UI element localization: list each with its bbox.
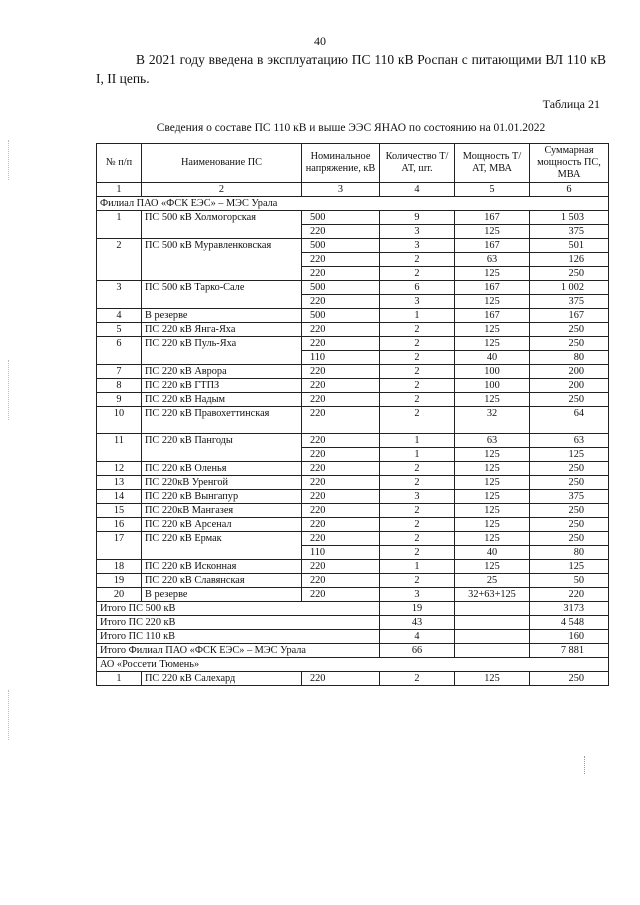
table-cell: 2 <box>380 253 455 267</box>
table-cell: ПС 220 кВ Пуль-Яха <box>142 337 302 365</box>
total-row <box>97 630 609 644</box>
table-cell: ПС 220 кВ Надым <box>142 393 302 407</box>
table-cell: 40 <box>455 351 530 365</box>
table-cell: 2 <box>97 239 142 281</box>
section-title: Филиал ПАО «ФСК ЕЭС» – МЭС Урала <box>97 197 609 211</box>
table-cell: 220 <box>302 518 380 532</box>
table-row <box>97 462 609 476</box>
table-cell: 125 <box>455 393 530 407</box>
table-cell: 220 <box>302 532 380 546</box>
table-cell: 220 <box>302 323 380 337</box>
table-cell: 125 <box>455 323 530 337</box>
total-row <box>97 616 609 630</box>
table-row <box>97 504 609 518</box>
table-cell: 167 <box>455 239 530 253</box>
table-cell: ПС 220кВ Мангазея <box>142 504 302 518</box>
table-cell: 3 <box>380 295 455 309</box>
table-row <box>97 560 609 574</box>
table-cell: 7 <box>97 365 142 379</box>
table-cell: 2 <box>380 546 455 560</box>
total-row <box>97 644 609 658</box>
table-cell: 110 <box>302 351 380 365</box>
total-label: Итого ПС 110 кВ <box>97 630 380 644</box>
table-cell: 1 <box>380 448 455 462</box>
table-cell: 15 <box>97 504 142 518</box>
row-voltage: 500 <box>302 211 380 225</box>
table-cell: 125 <box>455 462 530 476</box>
table-cell: 10 <box>97 407 142 434</box>
table-cell: 100 <box>455 365 530 379</box>
total-sum: 4 548 <box>530 616 609 630</box>
table-cell: 500 <box>302 309 380 323</box>
total-sum: 160 <box>530 630 609 644</box>
table-cell: 40 <box>455 546 530 560</box>
table-cell: 3 <box>380 588 455 602</box>
table-cell: 250 <box>530 323 609 337</box>
table-row <box>97 434 609 448</box>
table-cell: 220 <box>302 434 380 448</box>
table-cell: 250 <box>530 267 609 281</box>
colnum-6: 6 <box>530 183 609 197</box>
table-cell: 63 <box>530 434 609 448</box>
table-cell: 375 <box>530 225 609 239</box>
table-cell: 220 <box>302 337 380 351</box>
table-row <box>97 379 609 393</box>
table-cell: 18 <box>97 560 142 574</box>
colnum-4: 4 <box>380 183 455 197</box>
table-cell: 63 <box>455 253 530 267</box>
table-cell: 250 <box>530 504 609 518</box>
table-cell: 80 <box>530 546 609 560</box>
table-cell: 220 <box>302 365 380 379</box>
table-row <box>97 393 609 407</box>
table-cell: 2 <box>380 337 455 351</box>
section-row <box>97 658 609 672</box>
table-number: Таблица 21 <box>542 97 600 111</box>
table-cell: 64 <box>530 407 609 434</box>
table-cell: 2 <box>380 518 455 532</box>
table-cell: 200 <box>530 365 609 379</box>
table-cell: 125 <box>530 560 609 574</box>
table-cell: В резерве <box>142 309 302 323</box>
table-cell: 125 <box>530 448 609 462</box>
table-row <box>97 532 609 546</box>
row-power: 125 <box>455 672 530 686</box>
table-cell: 19 <box>97 574 142 588</box>
table-cell: 220 <box>302 476 380 490</box>
table-cell: 2 <box>380 379 455 393</box>
table-cell: 14 <box>97 490 142 504</box>
table-cell: 125 <box>455 225 530 239</box>
table-cell: ПС 220 кВ Аврора <box>142 365 302 379</box>
table-cell: 9 <box>97 393 142 407</box>
table-cell: 220 <box>302 407 380 434</box>
column-numbers-row <box>97 183 609 197</box>
table-row <box>97 239 609 253</box>
table-cell: ПС 220 кВ Пангоды <box>142 434 302 462</box>
table-cell: 3 <box>380 225 455 239</box>
table-cell: 125 <box>455 532 530 546</box>
table-cell: 11 <box>97 434 142 462</box>
colnum-1: 1 <box>97 183 142 197</box>
table-cell: 1 <box>380 309 455 323</box>
total-label: Итого Филиал ПАО «ФСК ЕЭС» – МЭС Урала <box>97 644 380 658</box>
table-cell: 220 <box>302 379 380 393</box>
table-cell: 125 <box>455 448 530 462</box>
table-cell: 6 <box>97 337 142 365</box>
row-voltage: 220 <box>302 672 380 686</box>
table-cell: 1 002 <box>530 281 609 295</box>
table-cell: ПС 220 кВ Славянская <box>142 574 302 588</box>
row-total: 250 <box>530 672 609 686</box>
intro-paragraph: В 2021 году введена в эксплуатацию ПС 110 кВ Роспан с питающими ВЛ 110 кВ I, II цепь. <box>96 52 606 86</box>
table-cell: 220 <box>302 504 380 518</box>
table-cell: 125 <box>455 518 530 532</box>
total-sum: 3173 <box>530 602 609 616</box>
table-cell: 2 <box>380 393 455 407</box>
colnum-3: 3 <box>302 183 380 197</box>
table-cell: 126 <box>530 253 609 267</box>
table-row <box>97 337 609 351</box>
colnum-5: 5 <box>455 183 530 197</box>
table-cell: ПС 220кВ Уренгой <box>142 476 302 490</box>
table-cell: 125 <box>455 267 530 281</box>
table-cell: ПС 220 кВ Оленья <box>142 462 302 476</box>
substations-table <box>96 143 609 686</box>
table-cell: ПС 220 кВ Арсенал <box>142 518 302 532</box>
row-count: 2 <box>380 672 455 686</box>
total-label: Итого ПС 220 кВ <box>97 616 380 630</box>
table-cell: 80 <box>530 351 609 365</box>
table-cell: 63 <box>455 434 530 448</box>
table-cell: 375 <box>530 490 609 504</box>
table-cell: ПС 220 кВ Вынгапур <box>142 490 302 504</box>
table-row <box>97 323 609 337</box>
table-row <box>97 211 609 225</box>
table-row <box>97 365 609 379</box>
table-cell: 167 <box>455 309 530 323</box>
table-cell: 220 <box>302 267 380 281</box>
table-cell <box>455 616 530 630</box>
table-cell: 375 <box>530 295 609 309</box>
row-count: 9 <box>380 211 455 225</box>
table-row <box>97 476 609 490</box>
right-margin-mark <box>584 756 586 774</box>
table-cell: 220 <box>530 588 609 602</box>
table-cell: 125 <box>455 295 530 309</box>
table-cell: 250 <box>530 476 609 490</box>
row-name: ПС 500 кВ Холмогорская <box>142 211 302 239</box>
total-count: 66 <box>380 644 455 658</box>
table-row <box>97 518 609 532</box>
colnum-2: 2 <box>142 183 302 197</box>
table-cell: ПС 220 кВ Правохеттинская <box>142 407 302 434</box>
table-cell: 2 <box>380 532 455 546</box>
table-caption: Сведения о составе ПС 110 кВ и выше ЭЭС ЯНАО по состоянию на 01.01.2022 <box>156 122 546 134</box>
table-cell: ПС 500 кВ Тарко-Сале <box>142 281 302 309</box>
total-count: 19 <box>380 602 455 616</box>
table-cell: 220 <box>302 490 380 504</box>
header-voltage: Номинальное напряжение, кВ <box>302 144 380 183</box>
table-cell: 4 <box>97 309 142 323</box>
table-cell: 2 <box>380 574 455 588</box>
table-cell: 25 <box>455 574 530 588</box>
row-power: 167 <box>455 211 530 225</box>
table-cell: 220 <box>302 574 380 588</box>
table-cell: 220 <box>302 253 380 267</box>
table-row <box>97 309 609 323</box>
table-cell: ПС 500 кВ Муравленковская <box>142 239 302 281</box>
table-cell: 6 <box>380 281 455 295</box>
table-cell: 220 <box>302 225 380 239</box>
table-cell: 250 <box>530 337 609 351</box>
table-cell: 32+63+125 <box>455 588 530 602</box>
table-cell: 500 <box>302 281 380 295</box>
left-margin-mark <box>8 140 10 180</box>
header-power: Мощность Т/АТ, МВА <box>455 144 530 183</box>
table-cell: 110 <box>302 546 380 560</box>
table-cell: 501 <box>530 239 609 253</box>
table-cell: 8 <box>97 379 142 393</box>
table-row <box>97 588 609 602</box>
table-cell: 2 <box>380 267 455 281</box>
table-cell: 2 <box>380 476 455 490</box>
table-row <box>97 407 609 434</box>
table-cell: 220 <box>302 295 380 309</box>
table-cell: 125 <box>455 337 530 351</box>
table-cell: 32 <box>455 407 530 434</box>
table-cell <box>455 630 530 644</box>
table-cell: 250 <box>530 518 609 532</box>
table-cell: 5 <box>97 323 142 337</box>
total-count: 43 <box>380 616 455 630</box>
table-row <box>97 490 609 504</box>
row-no: 1 <box>97 211 142 239</box>
row-total: 1 503 <box>530 211 609 225</box>
table-cell: 220 <box>302 448 380 462</box>
total-row <box>97 602 609 616</box>
table-row <box>97 281 609 295</box>
header-name: Наименование ПС <box>142 144 302 183</box>
row-name: ПС 220 кВ Салехард <box>142 672 302 686</box>
section-row <box>97 197 609 211</box>
table-cell: ПС 220 кВ Ермак <box>142 532 302 560</box>
table-cell: ПС 220 кВ ГТПЗ <box>142 379 302 393</box>
table-cell: 2 <box>380 365 455 379</box>
table-cell: 220 <box>302 462 380 476</box>
table-cell: 125 <box>455 490 530 504</box>
table-cell: 500 <box>302 239 380 253</box>
table-cell: 250 <box>530 393 609 407</box>
table-header-row <box>97 144 609 183</box>
table-cell: 220 <box>302 560 380 574</box>
table-cell: В резерве <box>142 588 302 602</box>
table-cell: 125 <box>455 476 530 490</box>
table-cell: 2 <box>380 351 455 365</box>
section-title: АО «Россети Тюмень» <box>97 658 609 672</box>
table-cell: 200 <box>530 379 609 393</box>
table-cell: 16 <box>97 518 142 532</box>
table-cell: 13 <box>97 476 142 490</box>
header-no: № п/п <box>97 144 142 183</box>
table-cell: 1 <box>380 560 455 574</box>
header-count: Количество Т/АТ, шт. <box>380 144 455 183</box>
total-sum: 7 881 <box>530 644 609 658</box>
table-cell: 3 <box>380 239 455 253</box>
table-cell: 3 <box>380 490 455 504</box>
table-row <box>97 574 609 588</box>
table-cell: 220 <box>302 588 380 602</box>
table-cell: 125 <box>455 504 530 518</box>
table-cell: 2 <box>380 462 455 476</box>
table-cell: 12 <box>97 462 142 476</box>
table-cell: 2 <box>380 323 455 337</box>
table-cell: 220 <box>302 393 380 407</box>
table-cell: 250 <box>530 462 609 476</box>
left-margin-mark <box>8 360 10 420</box>
row-no: 1 <box>97 672 142 686</box>
table-cell: 3 <box>97 281 142 309</box>
table-cell: 20 <box>97 588 142 602</box>
table-cell: 2 <box>380 504 455 518</box>
table-cell: ПС 220 кВ Исконная <box>142 560 302 574</box>
table-cell <box>455 644 530 658</box>
table-cell: ПС 220 кВ Янга-Яха <box>142 323 302 337</box>
page-number: 40 <box>314 34 326 48</box>
left-margin-mark <box>8 690 10 740</box>
table-cell <box>455 602 530 616</box>
table-cell: 2 <box>380 407 455 434</box>
table-cell: 100 <box>455 379 530 393</box>
table-cell: 17 <box>97 532 142 560</box>
table-cell: 167 <box>530 309 609 323</box>
table-cell: 50 <box>530 574 609 588</box>
table-cell: 167 <box>455 281 530 295</box>
total-count: 4 <box>380 630 455 644</box>
table-cell: 1 <box>380 434 455 448</box>
table-cell: 250 <box>530 532 609 546</box>
table-row <box>97 672 609 686</box>
table-cell: 125 <box>455 560 530 574</box>
header-total: Суммарная мощность ПС, МВА <box>530 144 609 183</box>
total-label: Итого ПС 500 кВ <box>97 602 380 616</box>
